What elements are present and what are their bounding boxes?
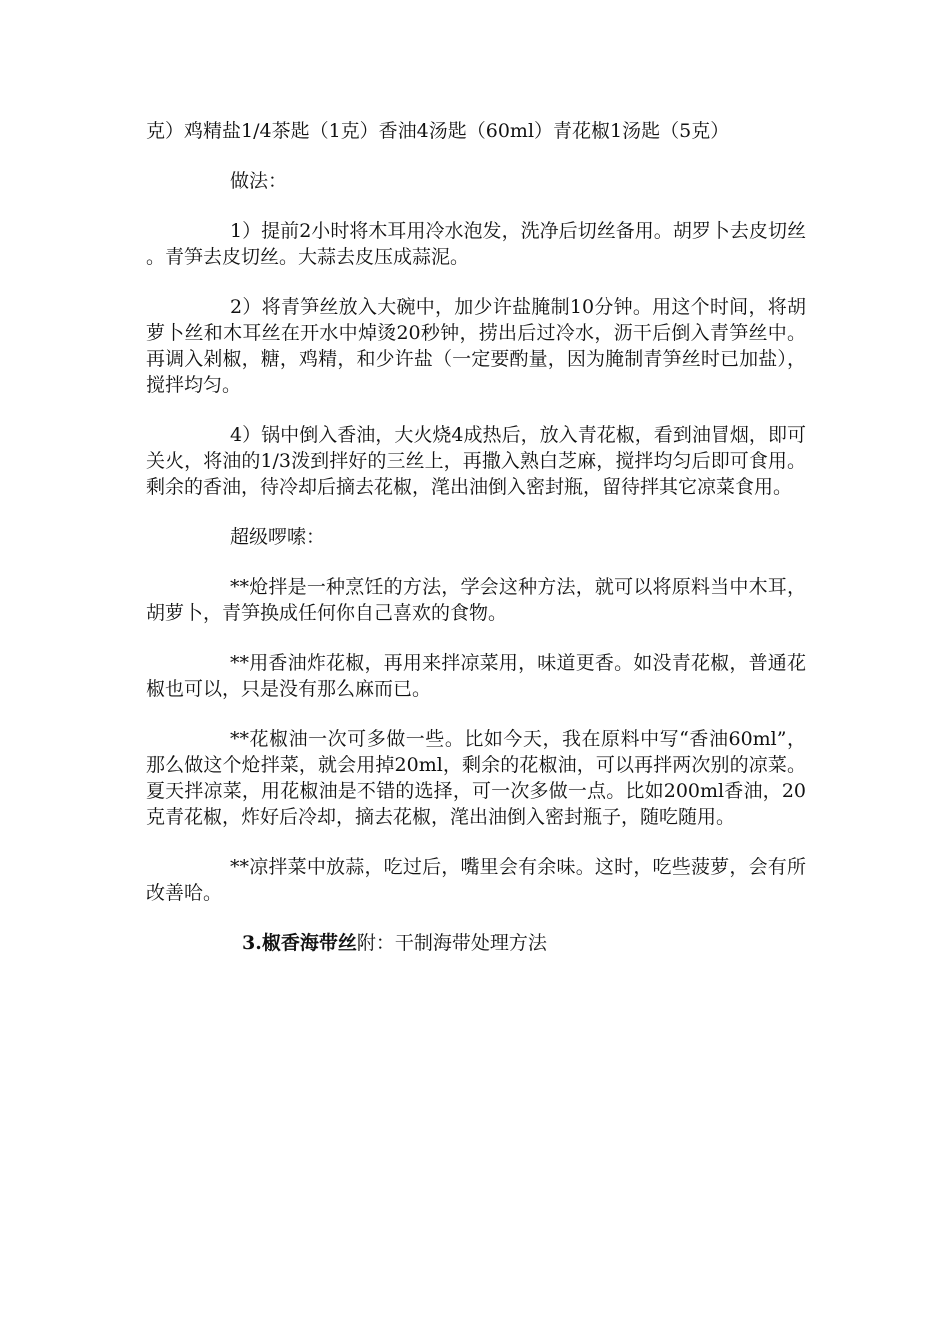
paragraph-step-4: 4）锅中倒入香油，大火烧4成热后，放入青花椒，看到油冒烟，即可关火，将油的1/3泼到拌好的三丝上，再撒入熟白芝麻，搅拌均匀后即可食用。剩余的香油，待冷却后摘去花椒，滗出油倒入密封瓶，留待拌其它凉菜食用。 — [146, 424, 806, 498]
paragraph-tip-2: **用香油炸花椒，再用来拌凉菜用，味道更香。如没青花椒，普通花椒也可以，只是没有那么麻而已。 — [146, 652, 806, 700]
paragraph-ingredients-cont: 克）鸡精盐1/4茶匙（1克）香油4汤匙（60ml）青花椒1汤匙（5克） — [146, 120, 730, 142]
paragraph-tips-label: 超级啰嗦： — [230, 526, 326, 548]
document-page — [146, 118, 806, 956]
paragraph-tip-3: **花椒油一次可多做一些。比如今天，我在原料中写“香油60ml”，那么做这个炝拌菜，就会用掉20ml，剩余的花椒油，可以再拌两次别的凉菜。夏天拌凉菜，用花椒油是不错的选择，可一次多做一点。比如200ml香油，20克青花椒，炸好后冷却，摘去花椒，滗出油倒入密封瓶子，随吃随用。 — [146, 728, 806, 828]
section-heading-subtitle: 附：干制海带处理方法 — [356, 932, 547, 954]
paragraph-method-label: 做法： — [230, 170, 288, 192]
section-heading-title: 3.椒香海带丝 — [242, 932, 357, 954]
paragraph-tip-4: **凉拌菜中放蒜，吃过后，嘴里会有余味。这时，吃些菠萝，会有所改善哈。 — [146, 856, 806, 904]
section-heading — [146, 930, 806, 956]
paragraph-step-2: 2）将青笋丝放入大碗中，加少许盐腌制10分钟。用这个时间，将胡萝卜丝和木耳丝在开水中焯烫20秒钟，捞出后过冷水，沥干后倒入青笋丝中。再调入剁椒，糖，鸡精，和少许盐（一定要酌量，因为腌制青笋丝时已加盐），搅拌均匀。 — [146, 296, 806, 396]
paragraph-tip-1: **炝拌是一种烹饪的方法，学会这种方法，就可以将原料当中木耳，胡萝卜，青笋换成任何你自己喜欢的食物。 — [146, 576, 806, 624]
paragraph-step-1: 1）提前2小时将木耳用冷水泡发，洗净后切丝备用。胡罗卜去皮切丝。青笋去皮切丝。大蒜去皮压成蒜泥。 — [146, 220, 806, 268]
